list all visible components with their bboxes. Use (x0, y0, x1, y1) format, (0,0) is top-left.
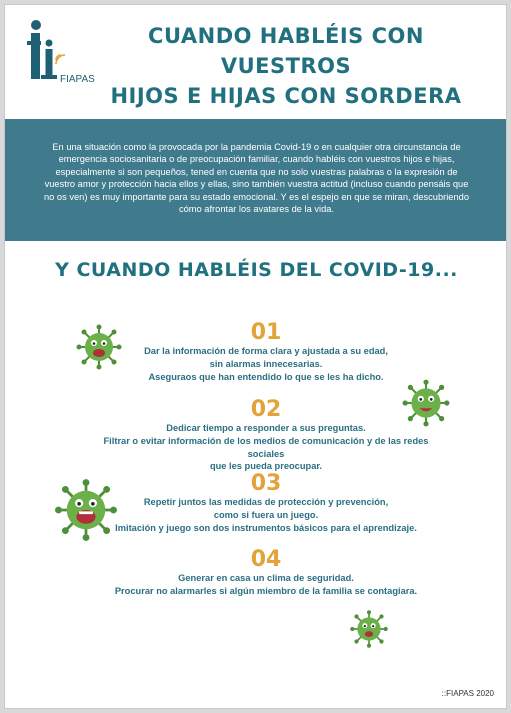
tip-item-4 (101, 548, 431, 598)
intro-paragraph: En una situación como la provocada por la pandemia Covid-19 o en cualquier otra circunstancia de emergencia sociosanitaria o de preocupación familiar, cuando habléis con vuestros hijos e hijas, especialmente si son pequeños, tened en cuenta que no solo vuestras palabras o la expresión de vuestro amor y protección hacia ellos y ellas, sino también vuestra actitud (incluso cuando pensáis que no os ven) es muy importante para su estado emocional. Y es el espejo en que se miran, descubriendo cómo afrontar los avatares de la vida. (44, 142, 469, 215)
tip-number: 04 (250, 547, 282, 572)
virus-icon (349, 609, 389, 649)
virus-icon (75, 323, 123, 371)
title-line-2: HIJOS E HIJAS CON SORDERA (110, 84, 462, 108)
page-title (101, 21, 471, 111)
tip-item-3 (101, 472, 431, 534)
tip-text: Repetir juntos las medidas de protección y prevención, como si fuera un juego. Imitación y juego son dos instrumentos básicos para el aprendizaje. (115, 497, 417, 533)
tip-text: Dedicar tiempo a responder a sus preguntas. Filtrar o evitar información de los medios de comunicación y de las redes sociales que les pueda preocupar. (103, 423, 429, 472)
title-line-1: CUANDO HABLÉIS CON VUESTROS (148, 24, 424, 78)
tip-number: 01 (250, 320, 282, 345)
tip-text: Generar en casa un clima de seguridad. Procurar no alarmarles si algún miembro de la familia se contagiara. (114, 573, 418, 596)
tip-item-2 (101, 398, 431, 473)
intro-banner (5, 119, 507, 241)
tip-text: Dar la información de forma clara y ajustada a su edad, sin alarmas innecesarias. Aseguraos que han entendido lo que se les ha dicho. (144, 346, 388, 382)
tip-item-1 (101, 321, 431, 383)
virus-icon (53, 477, 119, 543)
tip-number: 03 (250, 471, 282, 496)
fiapas-logo (27, 19, 109, 85)
virus-icon (401, 378, 451, 428)
logo-text: FIAPAS (60, 74, 95, 85)
infographic-page (4, 4, 507, 709)
footer-credit: ::FIAPAS 2020 (441, 689, 494, 698)
tip-number: 02 (250, 397, 282, 422)
section-subtitle: Y CUANDO HABLÉIS DEL COVID-19... (55, 259, 458, 281)
